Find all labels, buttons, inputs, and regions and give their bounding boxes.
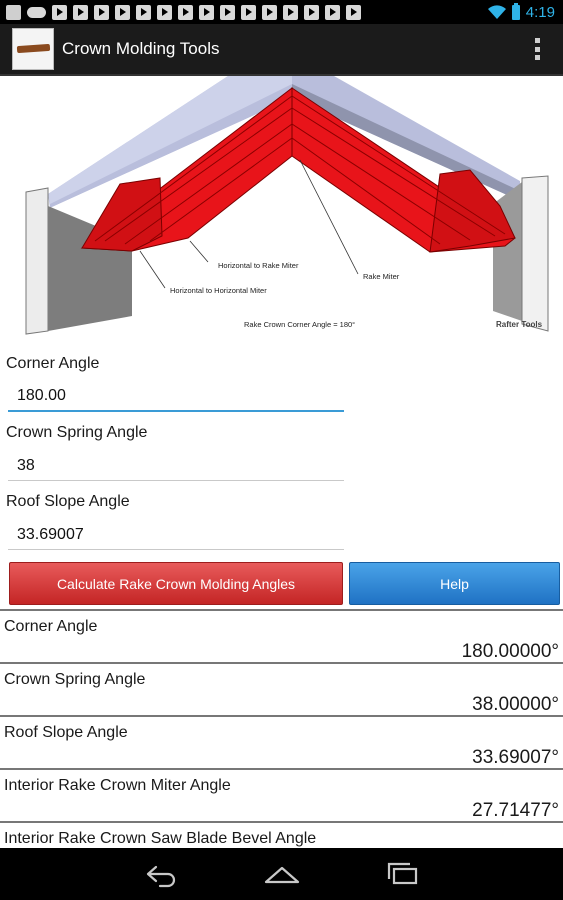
play-icon <box>304 5 319 20</box>
gamepad-icon <box>27 7 46 18</box>
result-label: Interior Rake Crown Saw Blade Bevel Angle <box>4 830 317 847</box>
back-icon[interactable] <box>140 860 180 888</box>
result-row <box>0 715 563 768</box>
result-row <box>0 662 563 715</box>
play-icon <box>73 5 88 20</box>
diagram-caption: Rake Crown Corner Angle = 180° <box>244 320 356 329</box>
app-title: Crown Molding Tools <box>62 39 220 58</box>
result-label: Roof Slope Angle <box>4 724 128 741</box>
play-icon <box>325 5 340 20</box>
action-bar <box>0 24 563 76</box>
overflow-menu-icon[interactable] <box>535 38 541 60</box>
play-icon <box>283 5 298 20</box>
status-bar <box>0 0 563 24</box>
play-icon <box>346 5 361 20</box>
result-value: 38.00000° <box>472 694 559 715</box>
notification-icons <box>0 5 361 20</box>
play-icon <box>52 5 67 20</box>
play-icon <box>220 5 235 20</box>
help-button[interactable]: Help <box>349 562 560 605</box>
wifi-icon <box>488 5 506 19</box>
home-icon[interactable] <box>262 860 302 888</box>
recent-apps-icon[interactable] <box>382 860 422 888</box>
clock: 4:19 <box>525 3 555 21</box>
result-value: 180.00000° <box>461 641 559 662</box>
rake-crown-illustration <box>0 76 563 344</box>
results-list <box>0 609 563 874</box>
play-icon <box>241 5 256 20</box>
result-row <box>0 768 563 821</box>
play-icon <box>199 5 214 20</box>
result-label: Crown Spring Angle <box>4 671 146 688</box>
play-icon <box>262 5 277 20</box>
result-value: 27.71477° <box>472 800 559 821</box>
label-horizontal-to-horizontal: Horizontal to Horizontal Miter <box>170 286 267 295</box>
play-icon <box>94 5 109 20</box>
result-value: 33.69007° <box>472 747 559 768</box>
roof-slope-label: Roof Slope Angle <box>6 493 130 510</box>
label-rake-miter: Rake Miter <box>363 272 400 281</box>
system-status <box>488 0 555 24</box>
calculate-button[interactable]: Calculate Rake Crown Molding Angles <box>9 562 343 605</box>
play-icon <box>136 5 151 20</box>
crown-spring-input[interactable] <box>8 451 344 481</box>
label-horizontal-to-rake: Horizontal to Rake Miter <box>218 261 299 270</box>
notification-icon <box>6 5 21 20</box>
crown-spring-label: Crown Spring Angle <box>6 424 148 441</box>
watermark: Rafter Tools <box>496 320 543 329</box>
corner-angle-input[interactable] <box>8 382 344 412</box>
crown-molding-icon[interactable] <box>12 28 54 70</box>
battery-icon <box>512 5 520 20</box>
roof-slope-input[interactable] <box>8 520 344 550</box>
rake-crown-diagram <box>0 76 563 344</box>
result-label: Interior Rake Crown Miter Angle <box>4 777 231 794</box>
result-row <box>0 609 563 662</box>
result-label: Corner Angle <box>4 618 98 635</box>
play-icon <box>115 5 130 20</box>
play-icon <box>157 5 172 20</box>
play-icon <box>178 5 193 20</box>
navigation-bar <box>0 848 563 900</box>
corner-angle-label: Corner Angle <box>6 355 100 372</box>
